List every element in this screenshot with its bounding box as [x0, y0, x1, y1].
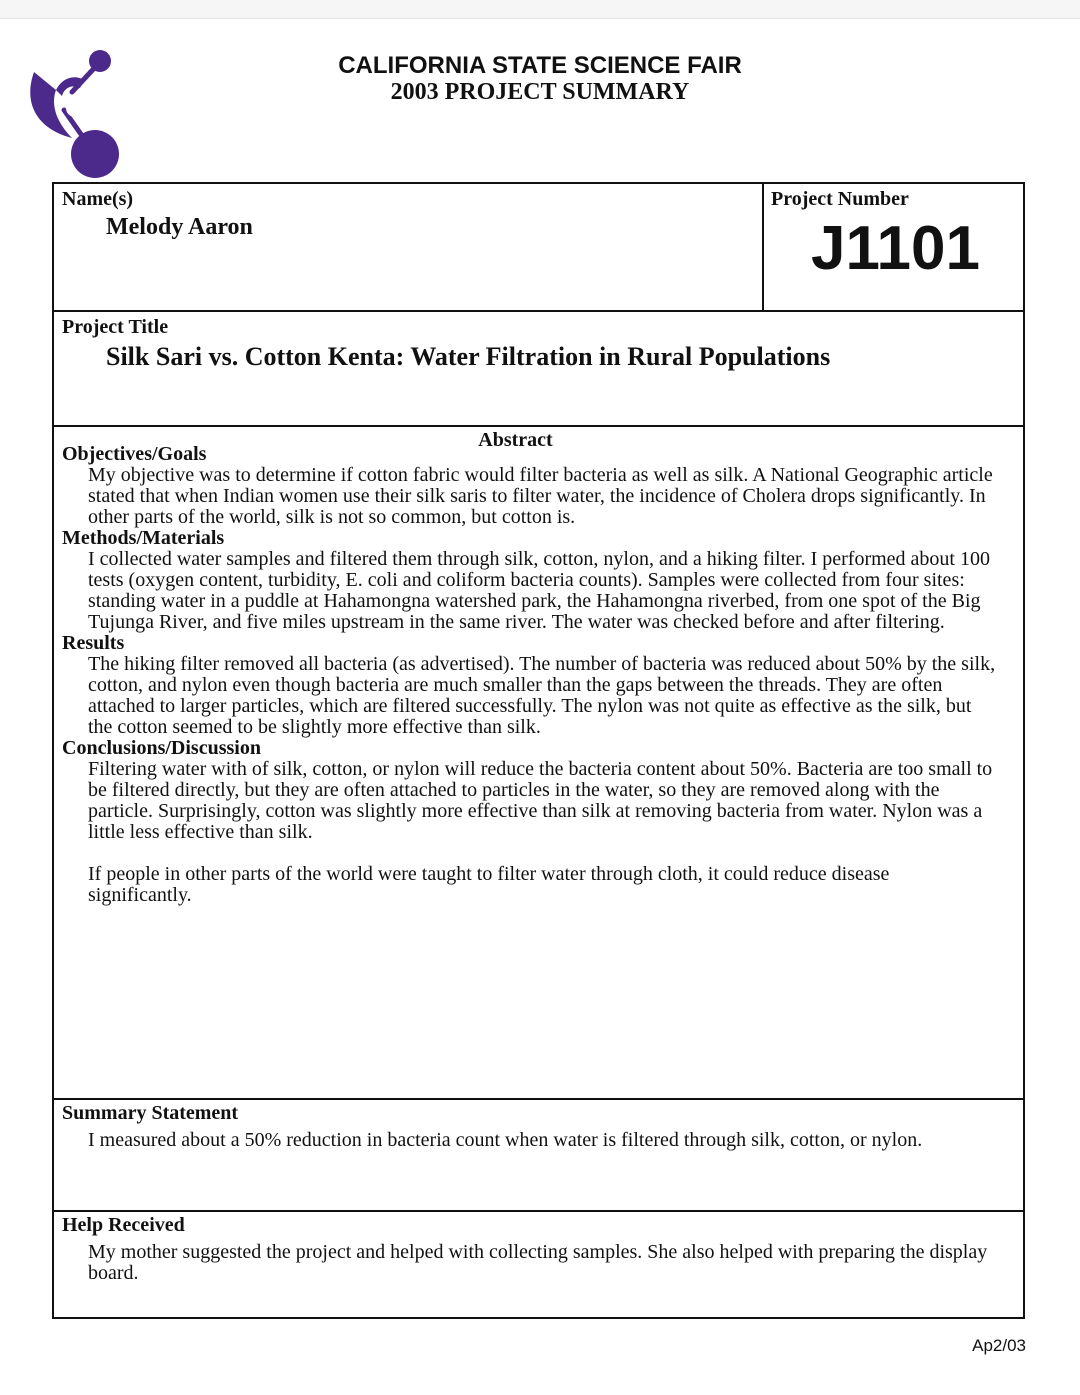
project-number: J1101: [811, 214, 980, 283]
project-title: Silk Sari vs. Cotton Kenta: Water Filtration in Rural Populations: [106, 342, 831, 371]
help-received-text: My mother suggested the project and helped with collecting samples. She also helped with preparing the display board.: [88, 1241, 988, 1284]
form-revision-code: Ap2/03: [972, 1336, 1026, 1355]
conclusions-text-2: If people in other parts of the world were taught to filter water through cloth, it could reduce disease significantly.: [88, 863, 890, 906]
methods-text: I collected water samples and filtered them through silk, cotton, nylon, and a hiking filter. I performed about 100 tests (oxygen content, turbidity, E. coli and coliform bacteria counts). Samples were collected from four sites: standing water in a puddle at Hahamongna watershed park, the Hahamongna riverbed, from one spot of the Big Tujunga River, and five miles upstream in the same river. The water was checked before and after filtering.: [88, 548, 990, 633]
abstract-heading: Abstract: [478, 429, 553, 451]
conclusions-text: Filtering water with of silk, cotton, or nylon will reduce the bacteria content about 50%. Bacteria are too small to be filtered directly, but they are often attached to particles in the water, so they are removed along with the particle. Surprisingly, cotton was slightly more effective than silk at removing bacteria from water. Nylon was a little less effective than silk.: [88, 758, 993, 843]
student-name: Melody Aaron: [106, 214, 253, 240]
paragraph-spacer: [62, 843, 997, 864]
divider-after-name: [54, 310, 1023, 312]
project-title-label: Project Title: [62, 316, 169, 338]
summary-statement-text: I measured about a 50% reduction in bacteria count when water is filtered through silk, cotton, or nylon.: [88, 1129, 923, 1151]
project-summary-form: [52, 182, 1025, 1319]
divider-after-abstract: [54, 1098, 1023, 1100]
results-heading: Results: [62, 632, 125, 654]
divider-after-title: [54, 425, 1023, 427]
abstract-body: [62, 444, 997, 906]
fair-title: CALIFORNIA STATE SCIENCE FAIR: [338, 52, 742, 79]
help-received-label: Help Received: [62, 1214, 185, 1236]
objectives-text: My objective was to determine if cotton fabric would filter bacteria as well as silk. A National Geographic article stated that when Indian women use their silk saris to filter water, the incidence of Cholera drops significantly. In other parts of the world, silk is not so common, but cotton is.: [88, 464, 993, 528]
results-text: The hiking filter removed all bacteria (as advertised). The number of bacteria was reduced about 50% by the silk, cotton, and nylon even though bacteria are much smaller than the gaps between the threads. They are often attached to larger particles, which are filtered successfully. The nylon was not quite as effective as the silk, but the cotton seemed to be slightly more effective than silk.: [88, 653, 996, 738]
names-label: Name(s): [62, 188, 134, 210]
objectives-heading: Objectives/Goals: [62, 443, 207, 465]
project-number-label: Project Number: [771, 188, 909, 210]
summary-title: 2003 PROJECT SUMMARY: [390, 79, 690, 105]
divider-after-summary: [54, 1210, 1023, 1212]
summary-statement-label: Summary Statement: [62, 1102, 239, 1124]
viewer-top-bar: [0, 0, 1080, 19]
conclusions-heading: Conclusions/Discussion: [62, 737, 261, 759]
methods-heading: Methods/Materials: [62, 527, 225, 549]
